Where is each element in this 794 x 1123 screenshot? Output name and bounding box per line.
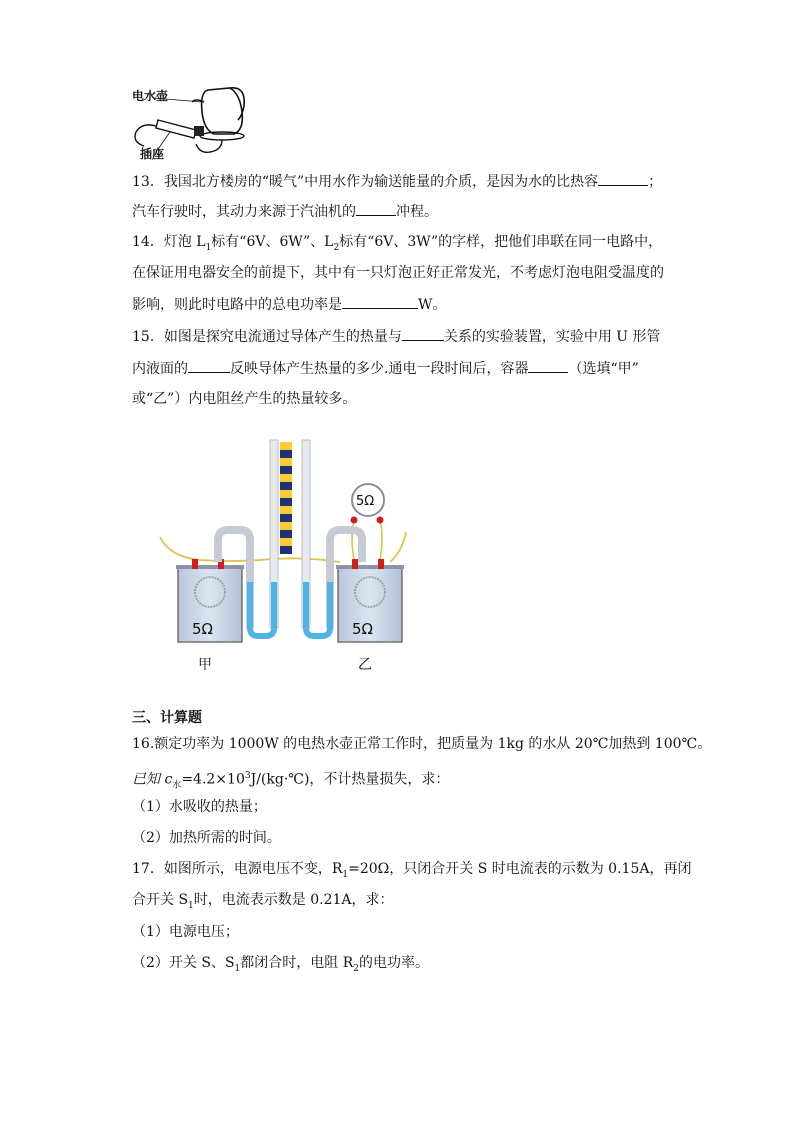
resistor-right-label: 5Ω [352, 620, 374, 638]
wire-external-left [352, 520, 354, 560]
q13-blank-2[interactable] [356, 201, 396, 216]
q16-item-1: （1）水吸收的热量； [132, 799, 267, 815]
q15-blank-1[interactable] [402, 326, 444, 341]
container-right-label: 乙 [358, 657, 372, 673]
socket-label: 插座 [140, 147, 165, 160]
kettle-base [200, 132, 244, 140]
q15-line-3: 或“乙”）内电阻丝产生的热量较多。 [132, 391, 357, 407]
q17-item-2: （2）开关 S、$S_1$都闭合时，电阻 $R_2$的电功率。 [132, 955, 430, 974]
q13-blank-1[interactable] [598, 171, 648, 186]
q14-line-2: 在保证用电器安全的前提下，其中有一只灯泡正好正常发光，不考虑灯泡电阻受温度的 [132, 265, 664, 281]
q17-line-2: 合开关 $S_1$时，电流表示数是 0.21A，求： [132, 892, 394, 911]
socket-cable [135, 125, 156, 146]
q13-line-1: 13．我国北方楼房的“暖气”中用水作为输送能量的介质，是因为水的比热容 ； [132, 171, 662, 192]
plug [194, 126, 204, 136]
q14-line-1: 14．灯泡 $L_1$标有“6V、6W”、$L_2$标有“6V、3W”的字样，把他们串联在同一电路中， [132, 234, 663, 253]
resistor-left-label: 5Ω [192, 620, 214, 638]
q14-blank[interactable] [342, 294, 418, 309]
q16-item-2: （2）加热所需的时间。 [132, 830, 281, 846]
kettle-body [202, 88, 243, 134]
q13-line-2: 汽车行驶时，其动力来源于汽油机的 冲程。 [132, 201, 438, 222]
section-calculation-title: 三、计算题 [132, 710, 202, 726]
q15-blank-2[interactable] [188, 358, 230, 373]
q15-line-1: 15．如图是探究电流通过导体产生的热量与 关系的实验装置，实验中用 U 形管 [132, 326, 661, 347]
power-cord [196, 140, 222, 152]
wire-right [390, 532, 406, 562]
q17-item-1: （1）电源电压； [132, 924, 239, 940]
q17-line-1: 17．如图所示，电源电压不变，$R_1=20\Omega$，只闭合开关 S 时电流表的示数为 0.15A，再闭 [132, 861, 692, 880]
q16-line-2: 已知 $c_水=4.2\times 10^3J/(kg\cdot℃)$，不计热量损失，求： [132, 771, 450, 791]
joule-heating-apparatus [150, 432, 430, 677]
q16-line-1: 16.额定功率为 1000W 的电热水壶正常工作时，把质量为 1kg 的水从 20℃加热到 100℃。 [132, 736, 712, 752]
q15-blank-3[interactable] [528, 358, 568, 373]
q14-line-3: 影响，则此时电路中的总电功率是 W。 [132, 294, 446, 315]
resistor-external-label: 5Ω [356, 494, 375, 509]
wire-external-right [380, 520, 382, 560]
kettle-socket-figure [130, 72, 260, 160]
container-left-label: 甲 [198, 657, 212, 673]
q15-line-2: 内液面的 反映导体产生热量的多少.通电一段时间后，容器 （选填“甲” [132, 358, 639, 379]
socket-strip [156, 120, 196, 138]
kettle-label: 电水壶 [132, 89, 169, 103]
